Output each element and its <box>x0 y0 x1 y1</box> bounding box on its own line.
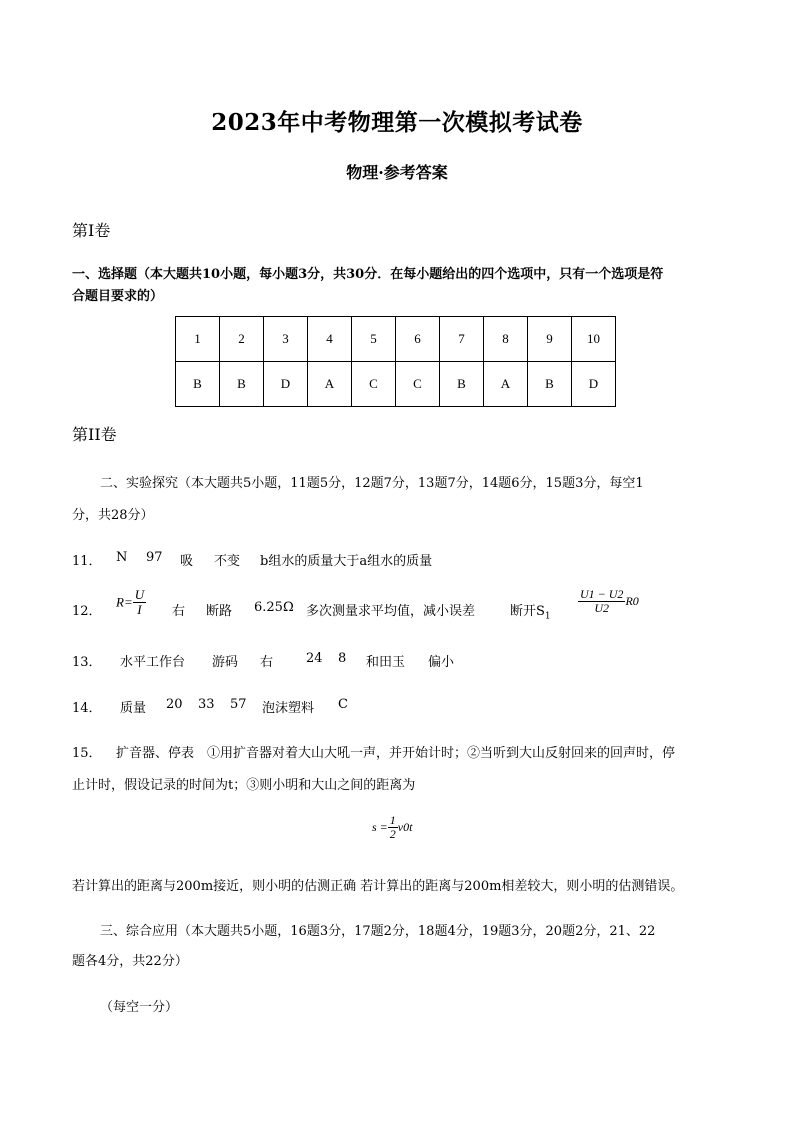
q11-answer: 97 <box>146 550 163 565</box>
fraction <box>133 588 146 618</box>
question-number-cell: 8 <box>484 317 528 362</box>
q13-number: 13． <box>72 655 102 670</box>
question-number-cell: 2 <box>220 317 264 362</box>
part1-heading: 第Ⅰ卷 <box>72 221 111 240</box>
fraction-denominator: 2 <box>389 827 396 842</box>
q12-answer: 6.25Ω <box>254 600 294 615</box>
page-subtitle: 物理·参考答案 <box>346 163 448 182</box>
page-title: 2023年中考物理第一次模拟考试卷 <box>211 109 583 136</box>
question-number-cell: 7 <box>440 317 484 362</box>
fraction-denominator: U2 <box>594 601 610 616</box>
fraction <box>578 588 625 615</box>
question-number-cell: 6 <box>396 317 440 362</box>
answer-cell: A <box>308 362 352 407</box>
section2-instructions-line2: 分，共28分） <box>72 508 154 523</box>
q14-answer: 质量 <box>120 701 147 716</box>
question-number-cell: 1 <box>176 317 220 362</box>
answer-cell: B <box>440 362 484 407</box>
question-number-cell: 4 <box>308 317 352 362</box>
question-number-cell: 3 <box>264 317 308 362</box>
q13-answer: 右 <box>260 655 274 670</box>
q14-answer: C <box>338 697 348 712</box>
answer-cell: B <box>220 362 264 407</box>
answer-cell: C <box>396 362 440 407</box>
section3-note: （每空一分） <box>100 1000 179 1015</box>
fraction-numerator: U <box>134 587 145 602</box>
q13-answer: 游码 <box>212 655 239 670</box>
q15-line3: 若计算出的距离与200m接近，则小明的估测正确 若计算出的距离与200m相差较大，则小明的估测错误。 <box>72 879 684 894</box>
q11-answer: 不变 <box>214 554 241 569</box>
answer-text: 断开S <box>510 604 545 619</box>
q12-answer: 多次测量求平均值，减小误差 <box>306 604 476 619</box>
q15-number: 15． <box>72 746 102 761</box>
question-number-cell: 5 <box>352 317 396 362</box>
formula-text: R0 <box>625 594 639 609</box>
section2-instructions-line1: 二、实验探究（本大题共5小题，11题5分，12题7分，13题7分，14题6分，15题3分，每空1 <box>100 476 644 491</box>
answer-table-number-row <box>176 317 616 362</box>
section3-instructions-line1: 三、综合应用（本大题共5小题，16题3分，17题2分，18题4分，19题3分，20题2分，21、22 <box>100 924 656 939</box>
q13-answer: 水平工作台 <box>120 655 186 670</box>
q15-line1: 扩音器、停表 ①用扩音器对着大山大吼一声，并开始计时；②当听到大山反射回来的回声时，停 <box>116 746 676 761</box>
q14-answer: 57 <box>230 697 247 712</box>
q14-answer: 泡沫塑料 <box>262 701 315 716</box>
q11-answer: 吸 <box>180 554 194 569</box>
fraction-denominator: I <box>137 602 142 618</box>
q15-formula <box>372 814 412 841</box>
fraction-numerator: U1 − U2 <box>580 587 624 601</box>
q11-answer: b组水的质量大于a组水的质量 <box>260 554 433 569</box>
q12-number: 12． <box>72 604 102 619</box>
question-number-cell: 9 <box>528 317 572 362</box>
q12-answer: 右 <box>172 604 186 619</box>
answer-cell: D <box>572 362 616 407</box>
q12-answer: 断路 <box>206 604 233 619</box>
q13-answer: 偏小 <box>428 655 455 670</box>
fraction <box>388 814 398 841</box>
q15-line2: 止计时，假设记录的时间为t；③则小明和大山之间的距离为 <box>72 778 416 793</box>
q12-formula-voltage <box>578 588 639 615</box>
section3-instructions-line2: 题各4分，共22分） <box>72 954 188 969</box>
answer-cell: C <box>352 362 396 407</box>
answer-table-answer-row <box>176 362 616 407</box>
q11-number: 11． <box>72 554 102 569</box>
q12-formula-resistance <box>116 588 146 618</box>
answer-cell: B <box>528 362 572 407</box>
subscript: 1 <box>544 611 551 622</box>
answer-cell: D <box>264 362 308 407</box>
answer-cell: B <box>176 362 220 407</box>
q14-answer: 20 <box>166 697 183 712</box>
formula-text: v0t <box>397 820 413 835</box>
question-number-cell: 10 <box>572 317 616 362</box>
q14-number: 14． <box>72 701 102 716</box>
answer-cell: A <box>484 362 528 407</box>
formula-text: s = <box>372 820 388 835</box>
part2-heading: 第II卷 <box>72 425 117 444</box>
section1-instructions-line2: 合题目要求的） <box>72 289 164 304</box>
formula-text: R= <box>116 594 133 610</box>
q13-answer: 24 <box>306 651 323 666</box>
q11-answer: N <box>116 550 128 565</box>
fraction-numerator: 1 <box>389 813 396 827</box>
section1-instructions-line1: 一、选择题（本大题共10小题，每小题3分，共30分．在每小题给出的四个选项中，只有一个选项是符 <box>72 267 664 282</box>
q12-answer <box>510 600 551 622</box>
q13-answer: 和田玉 <box>366 655 406 670</box>
answer-table <box>175 316 616 407</box>
q13-answer: 8 <box>338 651 347 666</box>
q14-answer: 33 <box>198 697 215 712</box>
